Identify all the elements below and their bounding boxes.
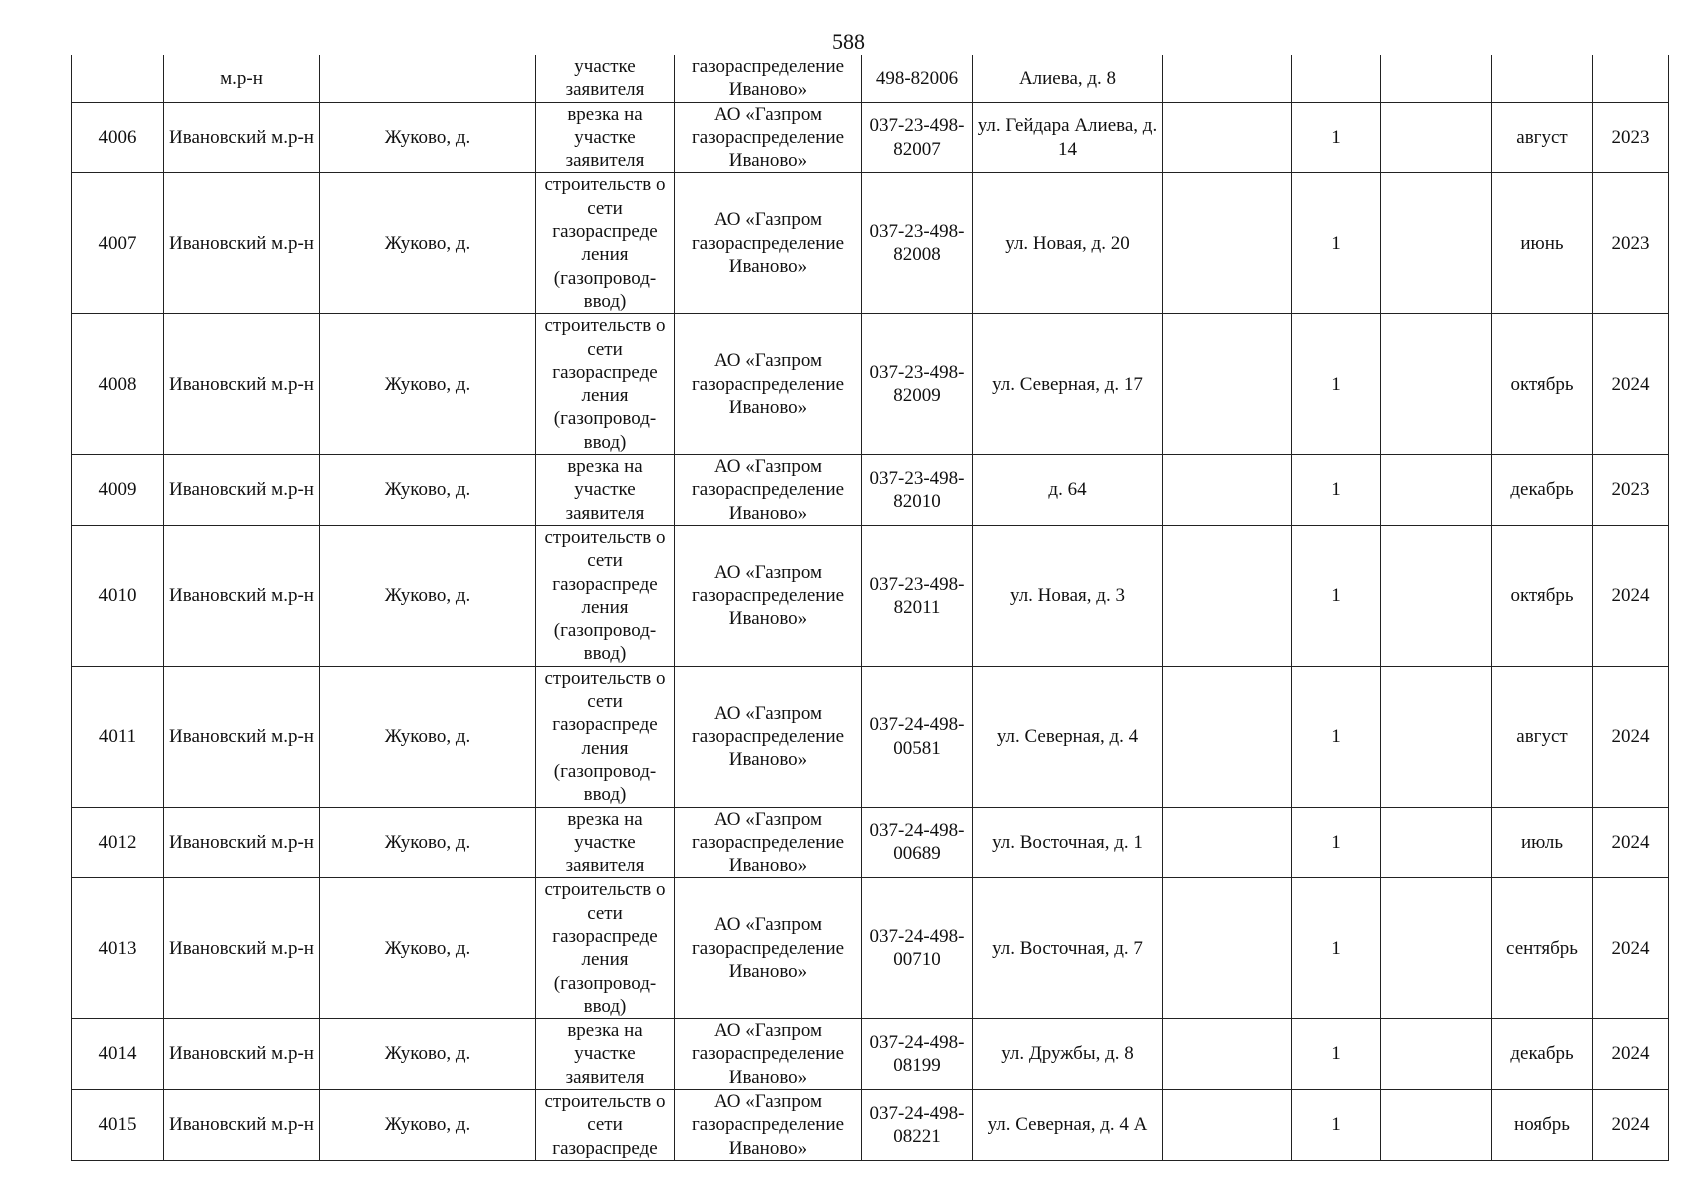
cell-organization: АО «Газпром газораспределение Иваново» [675,1019,862,1090]
cell-locality: Жуково, д. [320,173,536,314]
cell-empty-2 [1381,666,1492,807]
cell-month: июнь [1492,173,1593,314]
cell-locality: Жуково, д. [320,1090,536,1161]
cell-organization: АО «Газпром газораспределение Иваново» [675,666,862,807]
cell-district: Ивановский м.р-н [164,878,320,1019]
cell-work-type: врезка на участке заявителя [536,1019,675,1090]
cell-district: Ивановский м.р-н [164,455,320,526]
cell-district: м.р-н [164,55,320,102]
cell-no: 4006 [72,102,164,173]
cell-address: ул. Восточная, д. 1 [973,807,1163,878]
cell-empty-1 [1163,525,1292,666]
cell-no: 4007 [72,173,164,314]
cell-month: декабрь [1492,1019,1593,1090]
cell-application-no: 037-24-498-08221 [862,1090,973,1161]
cell-organization: АО «Газпром газораспределение Иваново» [675,1090,862,1161]
cell-locality: Жуково, д. [320,525,536,666]
cell-year: 2024 [1593,525,1669,666]
cell-no: 4011 [72,666,164,807]
cell-work-type: строительств о сети газораспреде ления (газопровод-ввод) [536,878,675,1019]
cell-address: Алиева, д. 8 [973,55,1163,102]
cell-district: Ивановский м.р-н [164,173,320,314]
registry-table [71,55,1669,1161]
cell-month: август [1492,102,1593,173]
page-number: 588 [832,29,865,54]
cell-address: ул. Восточная, д. 7 [973,878,1163,1019]
cell-organization: АО «Газпром газораспределение Иваново» [675,102,862,173]
cell-empty-2 [1381,1019,1492,1090]
cell-empty-2 [1381,173,1492,314]
cell-empty-1 [1163,55,1292,102]
cell-empty-1 [1163,878,1292,1019]
cell-no: 4014 [72,1019,164,1090]
cell-district: Ивановский м.р-н [164,1019,320,1090]
cell-quantity: 1 [1292,455,1381,526]
cell-district: Ивановский м.р-н [164,1090,320,1161]
cell-empty-1 [1163,807,1292,878]
cell-year: 2023 [1593,173,1669,314]
table-row-continued [72,55,1669,102]
table-body [72,55,1669,1160]
cell-locality: Жуково, д. [320,1019,536,1090]
cell-empty-2 [1381,807,1492,878]
cell-empty-2 [1381,102,1492,173]
cell-application-no: 037-23-498-82009 [862,314,973,455]
cell-address: д. 64 [973,455,1163,526]
cell-district: Ивановский м.р-н [164,314,320,455]
table-row [72,455,1669,526]
cell-year: 2024 [1593,878,1669,1019]
cell-quantity: 1 [1292,102,1381,173]
cell-year [1593,55,1669,102]
cell-organization: АО «Газпром газораспределение Иваново» [675,878,862,1019]
table-row [72,1019,1669,1090]
cell-organization: АО «Газпром газораспределение Иваново» [675,807,862,878]
cell-address: ул. Гейдара Алиева, д. 14 [973,102,1163,173]
cell-month: август [1492,666,1593,807]
cell-work-type: врезка на участке заявителя [536,102,675,173]
cell-work-type: строительств о сети газораспреде ления (газопровод-ввод) [536,666,675,807]
cell-year: 2023 [1593,102,1669,173]
cell-no: 4009 [72,455,164,526]
cell-no: 4012 [72,807,164,878]
cell-locality: Жуково, д. [320,455,536,526]
cell-address: ул. Новая, д. 20 [973,173,1163,314]
table-row [72,314,1669,455]
cell-address: ул. Северная, д. 4 [973,666,1163,807]
cell-application-no: 037-24-498-00581 [862,666,973,807]
cell-address: ул. Новая, д. 3 [973,525,1163,666]
table-row [72,878,1669,1019]
cell-month: июль [1492,807,1593,878]
cell-empty-1 [1163,102,1292,173]
cell-application-no: 037-23-498-82010 [862,455,973,526]
cell-locality: Жуково, д. [320,314,536,455]
cell-quantity: 1 [1292,666,1381,807]
cell-no: 4008 [72,314,164,455]
cell-quantity: 1 [1292,878,1381,1019]
cell-year: 2024 [1593,1090,1669,1161]
cell-year: 2024 [1593,1019,1669,1090]
table-row [72,666,1669,807]
cell-application-no: 498-82006 [862,55,973,102]
table-row [72,1090,1669,1161]
cell-empty-1 [1163,666,1292,807]
table-row [72,173,1669,314]
cell-organization: газораспределение Иваново» [675,55,862,102]
cell-organization: АО «Газпром газораспределение Иваново» [675,455,862,526]
cell-work-type: строительств о сети газораспреде [536,1090,675,1161]
cell-district: Ивановский м.р-н [164,102,320,173]
cell-address: ул. Дружбы, д. 8 [973,1019,1163,1090]
cell-no [72,55,164,102]
cell-application-no: 037-24-498-00710 [862,878,973,1019]
cell-empty-1 [1163,314,1292,455]
cell-month: сентябрь [1492,878,1593,1019]
cell-locality: Жуково, д. [320,878,536,1019]
cell-empty-1 [1163,173,1292,314]
cell-work-type: участке заявителя [536,55,675,102]
cell-empty-1 [1163,455,1292,526]
table-row [72,525,1669,666]
cell-quantity: 1 [1292,807,1381,878]
cell-empty-1 [1163,1019,1292,1090]
cell-application-no: 037-23-498-82008 [862,173,973,314]
cell-application-no: 037-23-498-82007 [862,102,973,173]
cell-year: 2024 [1593,666,1669,807]
cell-district: Ивановский м.р-н [164,807,320,878]
cell-district: Ивановский м.р-н [164,666,320,807]
cell-work-type: строительств о сети газораспреде ления (газопровод-ввод) [536,314,675,455]
cell-year: 2024 [1593,807,1669,878]
cell-locality [320,55,536,102]
cell-month: ноябрь [1492,1090,1593,1161]
cell-no: 4013 [72,878,164,1019]
cell-application-no: 037-24-498-00689 [862,807,973,878]
cell-quantity: 1 [1292,314,1381,455]
cell-quantity: 1 [1292,173,1381,314]
cell-work-type: врезка на участке заявителя [536,455,675,526]
cell-empty-2 [1381,1090,1492,1161]
cell-address: ул. Северная, д. 17 [973,314,1163,455]
table-row [72,807,1669,878]
cell-locality: Жуково, д. [320,666,536,807]
cell-no: 4015 [72,1090,164,1161]
cell-empty-2 [1381,55,1492,102]
cell-district: Ивановский м.р-н [164,525,320,666]
cell-quantity: 1 [1292,1019,1381,1090]
cell-month [1492,55,1593,102]
cell-address: ул. Северная, д. 4 А [973,1090,1163,1161]
cell-empty-2 [1381,525,1492,666]
cell-work-type: врезка на участке заявителя [536,807,675,878]
cell-empty-2 [1381,878,1492,1019]
cell-month: декабрь [1492,455,1593,526]
cell-month: октябрь [1492,525,1593,666]
cell-month: октябрь [1492,314,1593,455]
cell-work-type: строительств о сети газораспреде ления (газопровод-ввод) [536,173,675,314]
table-row [72,102,1669,173]
cell-empty-2 [1381,455,1492,526]
cell-locality: Жуково, д. [320,102,536,173]
cell-quantity [1292,55,1381,102]
cell-year: 2023 [1593,455,1669,526]
cell-locality: Жуково, д. [320,807,536,878]
cell-empty-2 [1381,314,1492,455]
cell-application-no: 037-23-498-82011 [862,525,973,666]
cell-organization: АО «Газпром газораспределение Иваново» [675,173,862,314]
cell-work-type: строительств о сети газораспреде ления (газопровод-ввод) [536,525,675,666]
cell-year: 2024 [1593,314,1669,455]
cell-quantity: 1 [1292,1090,1381,1161]
cell-no: 4010 [72,525,164,666]
cell-application-no: 037-24-498-08199 [862,1019,973,1090]
cell-quantity: 1 [1292,525,1381,666]
cell-organization: АО «Газпром газораспределение Иваново» [675,314,862,455]
cell-organization: АО «Газпром газораспределение Иваново» [675,525,862,666]
cell-empty-1 [1163,1090,1292,1161]
